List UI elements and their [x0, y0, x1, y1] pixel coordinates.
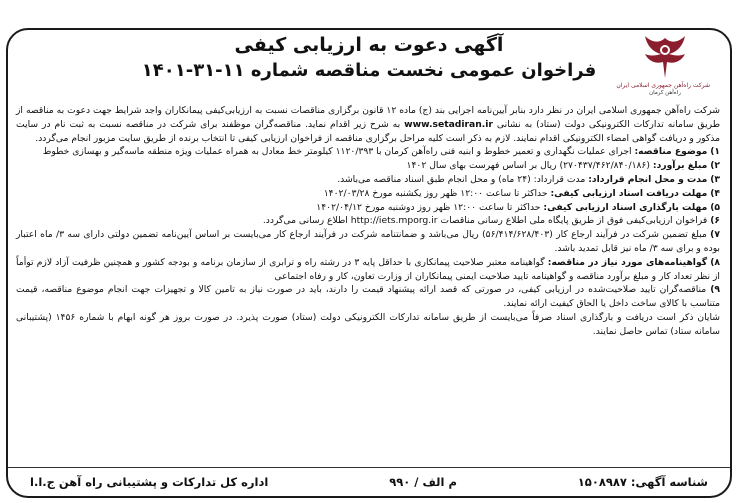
- list-item: [16, 173, 720, 187]
- item-label: مهلت دریافت اسناد ارزیابی کیفی:: [550, 187, 708, 199]
- item-label: مدت و محل انجام قرارداد:: [588, 173, 708, 185]
- item-number: ۶): [710, 215, 720, 227]
- notice-title: آگهی دعوت به ارزیابی کیفی: [234, 34, 504, 56]
- item-text: فراخوان ارزیابی‌کیفی فوق از طریق پایگاه ملی اطلاع رسانی مناقصات http://iets.mporg.ir اطلاع رسانی می‌گردد.: [262, 215, 708, 227]
- item-text: اجرای عملیات نگهداری و تعمیر خطوط و ابنیه فنی راه‌آهن کرمان با ۱۱۲۰/۳۹۳ کیلومتر خط معادل به همراه عملیات ویژه منطقه ماسه‌گیر و بهسازی خطوط: [42, 146, 632, 158]
- list-item: [16, 228, 720, 256]
- item-number: ۹): [710, 284, 720, 296]
- closing-paragraph: شایان ذکر است دریافت و بارگذاری اسناد صرفاً می‌بایست از طریق سامانه تدارکات الکترونیکی دولت (ستاد) صورت پذیرد. در صورت بروز هر گونه ابهام با شماره ۱۴۵۶ (پشتیبانی سامانه ستاد) تماس حاصل نمایند.: [16, 311, 720, 337]
- item-label: مهلت بارگذاری اسناد ارزیابی کیفی:: [543, 201, 708, 213]
- notice-footer: [8, 467, 730, 496]
- item-number: ۳): [710, 173, 720, 185]
- item-label: موضوع مناقصه:: [634, 146, 708, 158]
- item-text: مدت قرارداد: (۲۴ ماه) و محل انجام طبق اسناد مناقصه می‌باشد.: [337, 173, 586, 185]
- item-text: مناقصه‌گران تایید صلاحیت‌شده در ارزیابی کیفی، در صورتی که قصد ارائه پیشنهاد قیمت را دارند، باید در صورت نیاز به تامین کالا و تجهیزات جهت انجام موضوع مناقصه، قیمت متناسب با کالای ساخت داخل یا الحاق کیفیت ارائه نمایند.: [16, 284, 720, 310]
- item-label: گواهینامه‌های مورد نیاز در مناقصه:: [547, 256, 708, 268]
- list-item: [16, 214, 720, 228]
- logo-unit-text: راه‌آهن کرمان: [649, 90, 681, 96]
- intro-paragraph: [16, 104, 720, 145]
- notice-header: [8, 30, 730, 104]
- list-item: [16, 145, 720, 159]
- item-number: ۵): [710, 201, 720, 213]
- list-item: [16, 187, 720, 201]
- reference-code: م الف / ۹۹۰: [389, 475, 457, 489]
- raja-logo: [616, 32, 710, 104]
- notice-body: [8, 104, 730, 339]
- item-text: حداکثر تا ساعت ۱۲:۰۰ ظهر روز یکشنبه مورخ ۱۴۰۲/۰۳/۲۸: [323, 187, 548, 199]
- item-number: ۸): [710, 256, 720, 268]
- item-text: (۲۷۰۴۳۷/۴۶۲/۸۴۰/۱۸۶) ریال بر اساس فهرست بهای سال ۱۴۰۲: [406, 160, 650, 172]
- item-number: ۴): [710, 187, 720, 199]
- item-number: ۷): [710, 229, 720, 241]
- issuing-department: اداره کل تدارکات و پشتیبانی راه آهن ج.ا.ا: [30, 475, 269, 489]
- item-text: مبلغ تضمین شرکت در فرآیند ارجاع کار (۵۶/۴۱۴/۶۲۸/۴۰۳) ریال می‌باشد و ضمانتنامه شرکت در فرآیند ارجاع کار می‌بایست بر اساس آیین‌نامه تضمین دولتی دارای سه ۳/ ماه اعتبار بوده و برای سه ۳/ ماه نیز قابل تمدید باشد.: [16, 229, 720, 254]
- title-block: [128, 32, 610, 84]
- setad-link[interactable]: www.setadiran.ir: [404, 118, 493, 130]
- logo-org-text: شرکت راه‌آهن جمهوری اسلامی ایران: [616, 82, 710, 89]
- list-item: [16, 256, 720, 284]
- list-item: [16, 283, 720, 311]
- notice-frame: [6, 28, 732, 498]
- ad-id: شناسه آگهی: ۱۵۰۸۹۸۷: [577, 475, 708, 489]
- intro-text-start: شرکت راه‌آهن جمهوری اسلامی ایران در نظر دارد بنابر آیین‌نامه اجرایی بند (ج) ماده ۱۲ قانون برگزاری مناقصات نسبت به ارزیابی‌کیفی پیمانکاران واجد شرایط جهت دعوت به مناقصه از طریق سامانه تدارکات الکترونیکی دولت (ستاد) به نشانی: [16, 105, 721, 130]
- list-item: [16, 159, 720, 173]
- item-text: حداکثر تا ساعت ۱۲:۰۰ ظهر روز دوشنبه مورخ ۱۴۰۲/۰۴/۱۲: [316, 201, 541, 213]
- list-item: [16, 201, 720, 215]
- intro-text-end: به شرح زیر اقدام نماید. مناقصه‌گران موظفند برای شرکت در مناقصه نسبت به ثبت نام در سایت مذکور و دریافت گواهی امضاء الکترونیکی اقدام نمایند. لازم به ذکر است کلیه مراحل برگزاری مناقصه از فراخوان ارزیابی کیفی تا انتخاب برنده از طریق سایت مزبور انجام می‌گردد.: [16, 118, 720, 144]
- item-number: ۱): [710, 146, 720, 158]
- tender-number-title: فراخوان عمومی نخست مناقصه شماره ۱۱-۳۱-۱۴۰۱: [141, 60, 597, 81]
- item-number: ۲): [710, 160, 720, 172]
- winged-emblem-icon: [641, 32, 689, 82]
- item-label: مبلغ برآورد:: [652, 160, 708, 172]
- item-text: گواهینامه معتبر صلاحیت پیمانکاری با حداقل پایه ۳ در رشته راه و ترابری از سازمان برنامه و بودجه کشور و همچنین ظرفیت آزاد لازم توأماً از نظر تعداد کار و مبلغ برآورد مناقصه و گواهینامه تایید صلاحیت ایمنی پیمانکاران از وزارت تعاون، کار و رفاه اجتماعی: [16, 256, 720, 282]
